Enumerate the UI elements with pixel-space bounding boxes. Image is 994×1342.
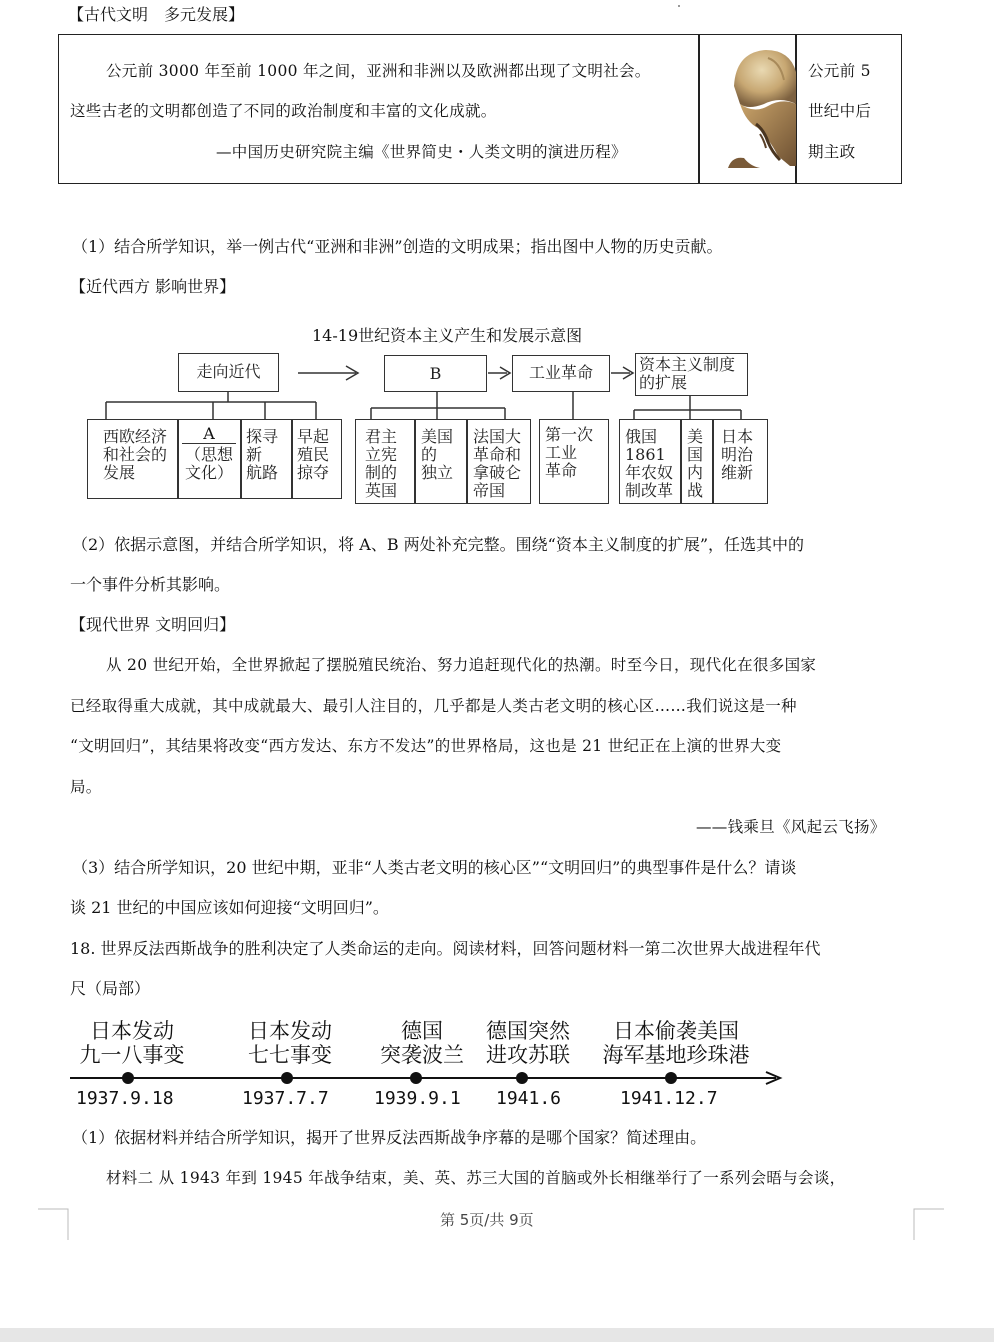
question-2-cont: 一个事件分析其影响。 [70, 575, 231, 594]
diagram-cell-culture: （思想 文化） [184, 445, 233, 482]
timeline-date: 1941.6 [496, 1088, 562, 1109]
quote-line: 这些古老的文明都创造了不同的政治制度和丰富的文化成就。 [70, 102, 497, 120]
timeline-event-label: 日本发动 九一八事变 [79, 1019, 185, 1067]
diagram-cell-meiji: 日本 明治 维新 [721, 427, 754, 482]
passage-source: ——钱乘旦《风起云飞扬》 [696, 818, 886, 836]
question-1: （1）结合所学知识，举一例古代“亚洲和非洲”创造的文明成果；指出图中人物的历史贡献。 [72, 237, 723, 256]
section-heading-ancient: 【古代文明 多元发展】 [68, 5, 245, 24]
diagram-cell-russia-reform: 俄国 1861 年农奴 制改革 [625, 427, 674, 500]
section-heading-modern-west: 【近代西方 影响世界】 [70, 277, 236, 296]
timeline-date: 1937.7.7 [242, 1088, 329, 1109]
diagram-box-industrial: 工业革命 [512, 355, 610, 392]
diagram-box-b: B [384, 355, 487, 392]
diagram-box-modern: 走向近代 [178, 353, 279, 392]
diagram-title: 14-19世纪资本主义产生和发展示意图 [312, 326, 583, 345]
timeline-marker [410, 1072, 422, 1084]
timeline-marker [281, 1072, 293, 1084]
bottom-band [0, 1328, 994, 1342]
diagram-cell-first-industrial: 第一次 工业 革命 [539, 419, 609, 504]
question-3-cont: 谈 21 世纪的中国应该如何迎接“文明回归”。 [70, 898, 389, 917]
passage-line: 从 20 世纪开始，全世界掀起了摆脱殖民统治、努力追赶现代化的热潮。时至今日，现代化在很多国家 [106, 656, 817, 674]
timeline-marker [665, 1072, 677, 1084]
page-number: 第 5页/共 9页 [440, 1211, 534, 1229]
section-heading-modern-world: 【现代世界 文明回归】 [70, 615, 236, 634]
question-18-1: （1）依据材料并结合所学知识，揭开了世界反法西斯战争序幕的是哪个国家？简述理由。 [72, 1128, 707, 1147]
timeline-event-label: 日本偷袭美国 海军基地珍珠港 [602, 1019, 750, 1067]
timeline-event-label: 德国 突袭波兰 [380, 1019, 464, 1067]
diagram-cell-voyages: 探寻 新 航路 [246, 427, 279, 482]
diagram-cell-colonial: 早起 殖民 掠夺 [297, 427, 330, 482]
diagram-cell-french-revolution: 法国大 革命和 拿破仑 帝国 [473, 427, 522, 500]
diagram-cell-economy: 西欧经济 和社会的 发展 [103, 427, 168, 482]
quote-source: —中国历史研究院主编《世界简史・人类文明的演进历程》 [216, 143, 627, 161]
portrait-caption: 期主政 [808, 143, 856, 161]
question-3: （3）结合所学知识，20 世纪中期，亚非“人类古老文明的核心区”“文明回归”的典型事件是什么？请谈 [72, 858, 797, 877]
passage-line: 局。 [70, 778, 102, 796]
divider [240, 419, 242, 499]
passage-line: “文明回归”，其结果将改变“西方发达、东方不发达”的世界格局，这也是 21 世纪正在上演的世界大变 [70, 737, 782, 755]
material-2: 材料二 从 1943 年到 1945 年战争结束，美、英、苏三大国的首脑或外长相继举行了一系列会晤与会谈， [106, 1169, 846, 1187]
diagram-box-expansion: 资本主义制度 的扩展 [635, 353, 748, 396]
diagram-blank-a: A [182, 425, 236, 444]
quote-line: 公元前 3000 年至前 1000 年之间，亚洲和非洲以及欧洲都出现了文明社会。 [106, 62, 651, 80]
diagram-cell-britain: 君主 立宪 制的 英国 [365, 427, 398, 500]
diagram-cell-us-independence: 美国 的 独立 [421, 427, 454, 482]
portrait-caption: 世纪中后 [808, 102, 872, 120]
timeline-date: 1937.9.18 [76, 1088, 174, 1109]
question-2: （2）依据示意图，并结合所学知识，将 A、B 两处补充完整。围绕“资本主义制度的扩展”，任选其中的 [72, 535, 805, 554]
timeline-marker [516, 1072, 528, 1084]
question-18-cont: 尺（局部） [70, 979, 151, 998]
timeline-event-label: 德国突然 进攻苏联 [486, 1019, 570, 1067]
divider [414, 419, 416, 504]
timeline-date: 1939.9.1 [374, 1088, 461, 1109]
passage-line: 已经取得重大成就，其中成就最大、最引人注目的，几乎都是人类古老文明的核心区……我们说这是一种 [70, 697, 797, 715]
question-18: 18. 世界反法西斯战争的胜利决定了人类命运的走向。阅读材料，回答问题材料一第二次世界大战进程年代 [70, 939, 821, 958]
timeline-date: 1941.12.7 [620, 1088, 718, 1109]
divider [291, 419, 293, 499]
timeline-marker [122, 1072, 134, 1084]
portrait-caption: 公元前 5 [808, 62, 871, 80]
divider [712, 419, 714, 504]
timeline-event-label: 日本发动 七七事变 [248, 1019, 332, 1067]
divider [466, 419, 468, 504]
divider [680, 419, 682, 504]
diagram-cell-us-civil-war: 美 国 内 战 [687, 427, 704, 500]
